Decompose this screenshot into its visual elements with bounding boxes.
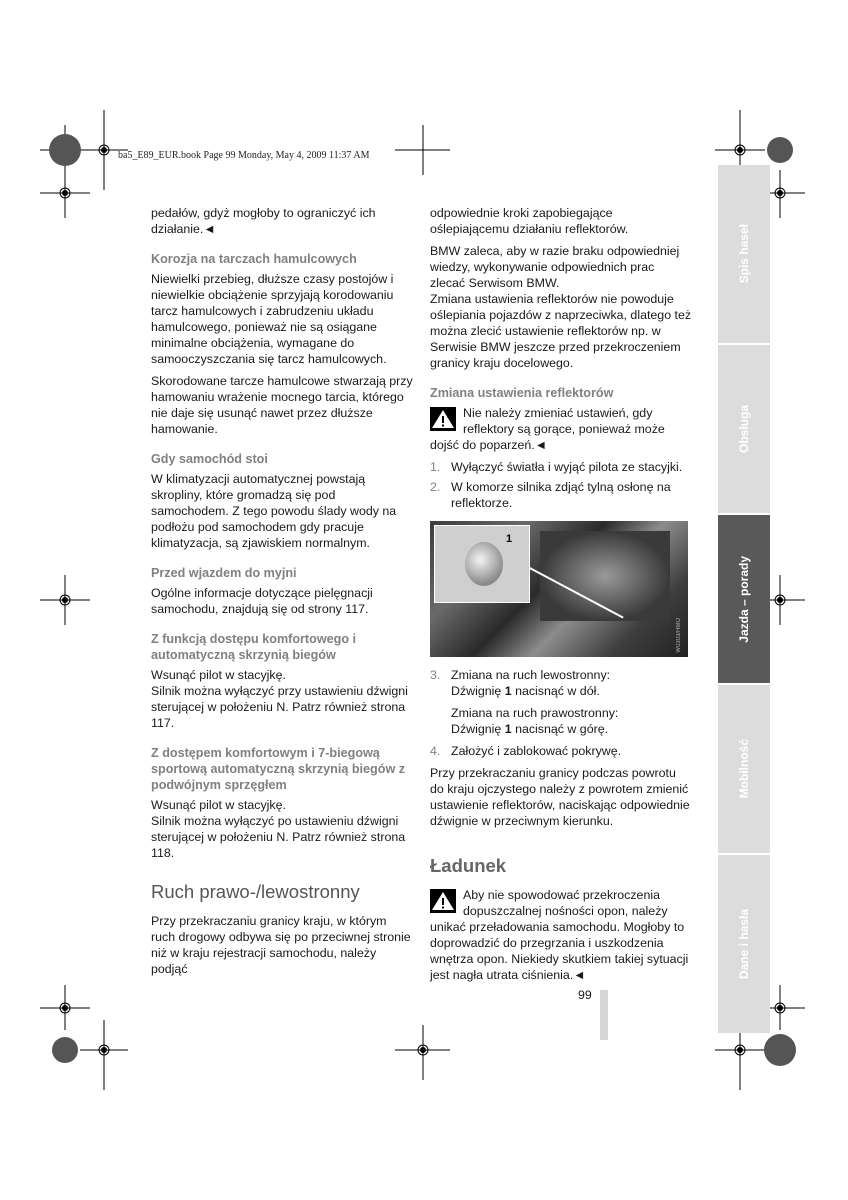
- section-heading-parked: Gdy samochód stoi: [151, 452, 268, 466]
- warning-text: Nie należy zmieniać ustawień, gdy reflektory są gorące, ponieważ może: [463, 406, 665, 436]
- list-item: 4. Założyć i zablokować pokrywę.: [430, 744, 622, 758]
- paragraph: W klimatyzacji automatycznej powstają skropliny, które gromadzą się pod samochodem. Z tego powodu ślady wody na podłożu pod samochodem gdy pracuje klimatyzacja, są zjawiskiem normalnym.: [151, 472, 397, 550]
- list-item: 3. Zmiana na ruch lewostronny: Dźwignię 1 nacisnąć w dół. Zmiana na ruch prawostronny: Dźwignię 1 nacisnąć w górę.: [430, 668, 619, 736]
- paragraph: Zmiana ustawienia reflektorów nie powoduje oślepiania pojazdów z naprzeciwka, dlatego też można zlecić ustawienie reflektorów np. w Serwisie BMW jeszcze przed przekroczeniem granicy kraju docelowego.: [430, 292, 692, 370]
- figure-label: 1: [506, 533, 513, 545]
- engine-bay-photo: [430, 521, 688, 657]
- tab-mobilnosc[interactable]: Mobilność: [718, 685, 770, 853]
- paragraph: BMW zaleca, aby w razie braku odpowiedniej wiedzy, wykonywanie odpowiednich prac zlecać Serwisom BMW.: [430, 244, 680, 290]
- steps-list: [430, 667, 692, 759]
- paragraph: Wsunąć pilot w stacyjkę.: [151, 668, 286, 682]
- warning-text-continued: dojść do poparzeń.◄: [430, 438, 547, 452]
- warning-icon: [430, 889, 456, 913]
- paragraph: Silnik można wyłączyć po ustawieniu dźwigni sterującej w położeniu N. Patrz również strona 118.: [151, 814, 406, 860]
- section-heading-comfort-access-dct: Z dostępem komfortowym i 7-biegową sportową automatyczną skrzynią biegów z podwójnym sprzęgłem: [151, 746, 406, 792]
- paragraph: Przy przekraczaniu granicy kraju, w którym ruch drogowy odbywa się po przeciwnej stronie niż w kraju rejestracji samochodu, należy podjąć: [151, 914, 411, 976]
- warning-text: Aby nie spowodować przekroczenia dopuszczalnej nośności opon, należy: [463, 888, 668, 918]
- paragraph: Wsunąć pilot w stacyjkę.: [151, 798, 286, 812]
- section-heading-brake-corrosion: Korozja na tarczach hamulcowych: [151, 252, 357, 266]
- list-item: 2. W komorze silnika zdjąć tylną osłonę na reflektorze.: [430, 480, 671, 510]
- left-column: [151, 205, 413, 983]
- steps-list: [430, 459, 692, 511]
- list-item: 1. Wyłączyć światła i wyjąć pilota ze stacyjki.: [430, 460, 683, 474]
- paragraph: Przy przekraczaniu granicy podczas powrotu do kraju ojczystego należy z powrotem zmienić ustawienie reflektorów, naciskając odpowiednie dźwignie w przeciwnym kierunku.: [430, 766, 690, 828]
- warning-icon: [430, 407, 456, 431]
- paragraph: Skorodowane tarcze hamulcowe stwarzają przy hamowaniu wrażenie mocnego tarcia, którego nie daje się usunąć nawet przez dłuższe hamowanie.: [151, 374, 413, 436]
- paragraph: Silnik można wyłączyć przy ustawieniu dźwigni sterującej w położeniu N. Patrz również strona 117.: [151, 684, 408, 730]
- chapter-heading-traffic-side: Ruch prawo-/lewostronny: [151, 881, 360, 902]
- headlight-icon: [465, 542, 503, 586]
- page-number-bar: [600, 990, 608, 1040]
- intro-text: pedałów, gdyż mogłoby to ograniczyć ich działanie.◄: [151, 206, 376, 236]
- warning-block: [430, 887, 692, 983]
- paragraph: Niewielki przebieg, dłuższe czasy postojów i niewielkie obciążenie sprzyjają korodowaniu tarcz hamulcowych i zabrudzeniu układu hamulcowego, ponieważ nie są osiągane minimalne obciążenia, wymagane do samooczyszczania się tarcz hamulcowych.: [151, 272, 394, 366]
- tab-dane-i-hasla[interactable]: Dane i hasła: [718, 855, 770, 1033]
- warning-text-continued: unikać przeładowania samochodu. Mogłoby to doprowadzić do przegrzania i uszkodzenia wnętrza opon. Niekiedy skutkiem takiej sytuacji jest nagła utrata ciśnienia.◄: [430, 920, 689, 982]
- chapter-heading-load: Ładunek: [430, 855, 507, 876]
- paragraph: Ogólne informacje dotyczące pielęgnacji samochodu, znajdują się od strony 117.: [151, 586, 373, 616]
- section-heading-car-wash: Przed wjazdem do myjni: [151, 566, 297, 580]
- page-number: 99: [578, 988, 592, 1002]
- warning-block: [430, 405, 692, 453]
- book-header: ba5_E89_EUR.book Page 99 Monday, May 4, 2009 11:37 AM: [118, 150, 370, 161]
- figure-code: W0303/HMO: [676, 618, 682, 653]
- right-column: [430, 205, 692, 989]
- tab-jazda-porady[interactable]: Jazda – porady: [718, 515, 770, 683]
- paragraph: odpowiednie kroki zapobiegające oślepiającemu działaniu reflektorów.: [430, 206, 629, 236]
- section-heading-headlight-adjustment: Zmiana ustawienia reflektorów: [430, 386, 614, 400]
- headlight-detail-inset: [434, 525, 530, 603]
- tab-obsluga[interactable]: Obsługa: [718, 345, 770, 513]
- section-heading-comfort-access-auto: Z funkcją dostępu komfortowego i automatyczną skrzynią biegów: [151, 632, 357, 662]
- tab-spis-hasel[interactable]: Spis haseł: [718, 165, 770, 343]
